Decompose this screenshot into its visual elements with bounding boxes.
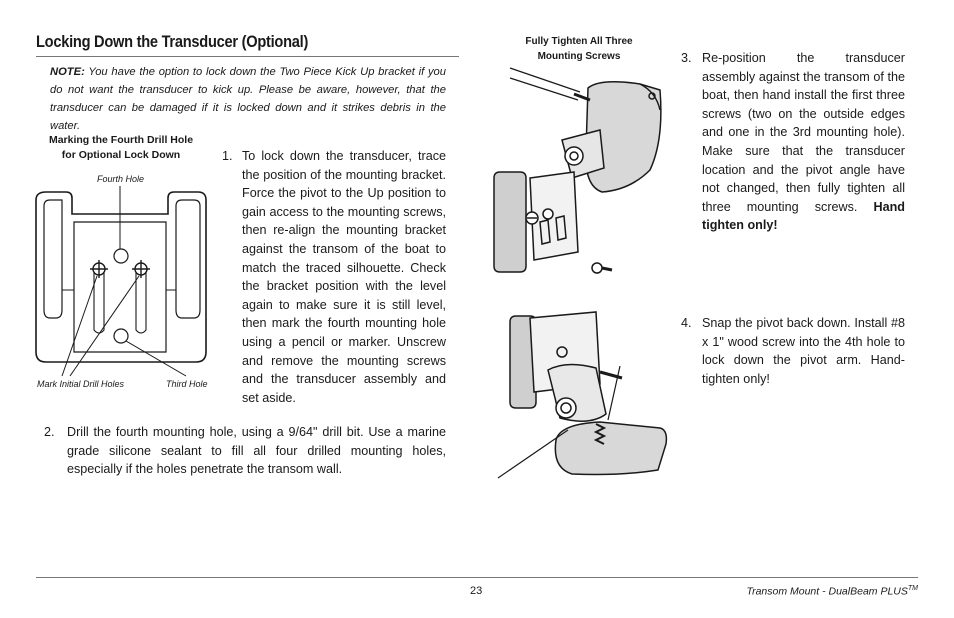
figure1-caption-line1: Marking the Fourth Drill Hole: [48, 134, 194, 146]
footer-title-text: Transom Mount - DualBeam PLUS: [746, 585, 908, 598]
trademark-symbol: TM: [907, 585, 918, 592]
step-2-text: Drill the fourth mounting hole, using a 9/64" drill bit. Use a marine grade silicone sealant to fill all four drilled mounting holes, especially if the holes penetrate the transom wall.: [67, 425, 446, 477]
step-4-number: 4.: [681, 316, 692, 330]
third-hole-label: Third Hole: [166, 379, 208, 389]
step-3-text: Re-position the transducer assembly against the transom of the boat, then hand install the first three screws (two on the outside edges and one in the 3rd mounting hole). Make sure that the transducer location and the pivot angle have not changed, then fully tighten all three mounting screws.: [702, 51, 905, 214]
figure2-caption-line2: Mounting Screws: [537, 51, 621, 62]
step-3-emphasis: Hand tighten only!: [702, 199, 905, 233]
step-4-text: Snap the pivot back down. Install #8 x 1" wood screw into the 4th hole to lock down the pivot arm. Hand-tighten only!: [702, 316, 905, 386]
page-title: Locking Down the Transducer (Optional): [36, 32, 309, 51]
fourth-hole-label: Fourth Hole: [97, 174, 145, 184]
footer-divider: [36, 577, 918, 578]
figure2-caption-line1: Fully Tighten All Three: [525, 36, 633, 47]
note-text: You have the option to lock down the Two Piece Kick Up bracket if you do not want the transducer to kick up. Please be aware, however, that the transducer can be damaged if it is locked down and it strikes debris in the water.: [50, 66, 446, 132]
step-1-text: To lock down the transducer, trace the position of the mounting bracket. Force the pivot to the Up position to gain access to the mounting screws, then re-align the mounting bracket against the transom of the boat to match the traced silhouette. Check the bracket position with the level again to make sure it is still level, then mark the fourth mounting hole using a pencil or marker. Unscrew and remove the mounting screws and the transducer assembly and set aside.: [242, 149, 446, 405]
initial-holes-label: Mark Initial Drill Holes: [37, 379, 125, 389]
page-number: 23: [470, 585, 483, 597]
footer-title: [746, 585, 918, 598]
step-2-number: 2.: [44, 425, 55, 439]
step-1-number: 1.: [222, 149, 233, 163]
step-4: [681, 314, 905, 388]
note-label: NOTE:: [50, 66, 85, 78]
step-3-number: 3.: [681, 51, 692, 65]
figure1-caption-line2: for Optional Lock Down: [61, 149, 181, 161]
